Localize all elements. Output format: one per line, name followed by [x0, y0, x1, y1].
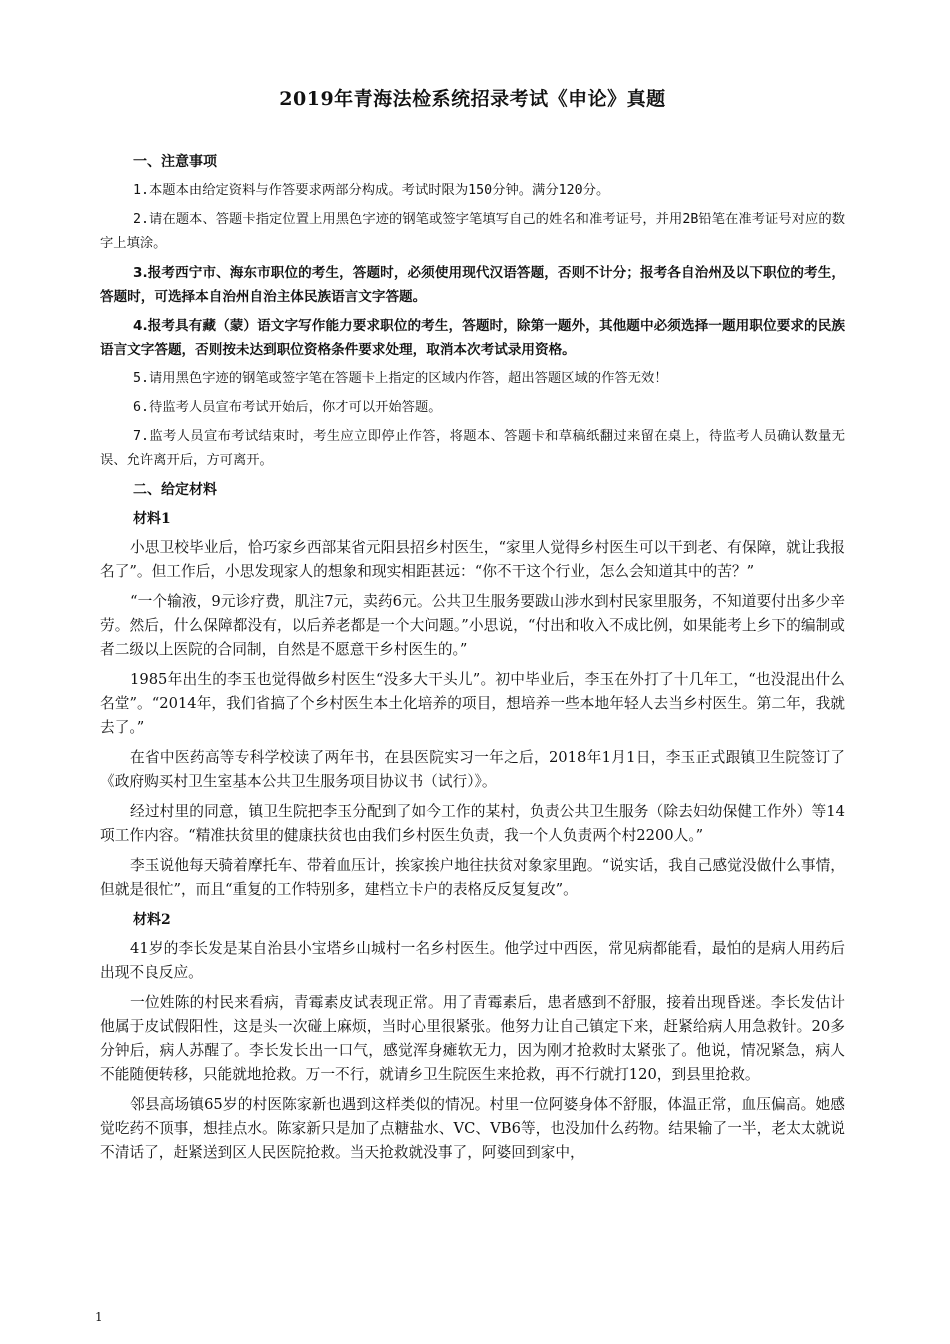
notice-item-bold: 3.报考西宁市、海东市职位的考生，答题时，必须使用现代汉语答题，否则不计分；报考各自治州及以下职位的考生，答题时，可选择本自治州自治主体民族语言文字答题。: [100, 265, 845, 305]
notice-item: 2.请在题本、答题卡指定位置上用黑色字迹的钢笔或签字笔填写自己的姓名和准考证号，并用2B铅笔在准考证号对应的数字上填涂。: [100, 212, 845, 251]
page-number: 1: [95, 1310, 103, 1324]
notice-item: 5.请用黑色字迹的钢笔或签字笔在答题卡上指定的区域内作答，超出答题区域的作答无效！: [133, 371, 668, 386]
material-paragraph: 在省中医药高等专科学校读了两年书，在县医院实习一年之后，2018年1月1日，李玉正式跟镇卫生院签订了《政府购买村卫生室基本公共卫生服务项目协议书（试行）》。: [100, 749, 845, 790]
section-heading-notice: 一、注意事项: [133, 154, 217, 170]
material-paragraph: 1985年出生的李玉也觉得做乡村医生“没多大干头儿”。初中毕业后，李玉在外打了十几年工，“也没混出什么名堂”。“2014年，我们省搞了个乡村医生本土化培养的项目，想培养一些本地年轻人去当乡村医生。第二年，我就去了。”: [100, 671, 845, 736]
material-paragraph: 邻县高场镇65岁的村医陈家新也遇到这样类似的情况。村里一位阿婆身体不舒服，体温正常，血压偏高。她感觉吃药不顶事，想挂点水。陈家新只是加了点糖盐水、VC、VB6等，也没加什么药物。结果输了一半，老太太就说不清话了，赶紧送到区人民医院抢救。当天抢救就没事了，阿婆回到家中，: [100, 1096, 845, 1161]
document-body: [100, 150, 845, 1171]
section-heading-materials: 二、给定材料: [133, 482, 217, 498]
material-paragraph: 李玉说他每天骑着摩托车、带着血压计，挨家挨户地往扶贫对象家里跑。“说实话，我自己感觉没做什么事情，但就是很忙”，而且“重复的工作特别多，建档立卡户的表格反反复复改”。: [100, 857, 845, 898]
material-heading: 材料2: [133, 912, 171, 928]
material-paragraph: “一个输液，9元诊疗费，肌注7元，卖药6元。公共卫生服务要跋山涉水到村民家里服务，不知道要付出多少辛劳。然后，什么保障都没有，以后养老都是一个大问题。”小思说，“付出和收入不成比例，如果能考上乡下的编制或者二级以上医院的合同制，自然是不愿意干乡村医生的。”: [100, 593, 845, 658]
material-paragraph: 小思卫校毕业后，恰巧家乡西部某省元阳县招乡村医生，“家里人觉得乡村医生可以干到老、有保障，就让我报名了”。但工作后，小思发现家人的想象和现实相距甚远：“你不干这个行业，怎么会知道其中的苦？”: [100, 539, 845, 580]
notice-item-bold: 4.报考具有藏（蒙）语文字写作能力要求职位的考生，答题时，除第一题外，其他题中必须选择一题用职位要求的民族语言文字答题，否则按未达到职位资格条件要求处理，取消本次考试录用资格。: [100, 318, 845, 358]
material-heading: 材料1: [133, 511, 171, 527]
notice-item: 7.监考人员宣布考试结束时，考生应立即停止作答，将题本、答题卡和草稿纸翻过来留在桌上，待监考人员确认数量无误、允许离开后，方可离开。: [100, 429, 845, 468]
material-paragraph: 经过村里的同意，镇卫生院把李玉分配到了如今工作的某村，负责公共卫生服务（除去妇幼保健工作外）等14项工作内容。“精准扶贫里的健康扶贫也由我们乡村医生负责，我一个人负责两个村2200人。”: [100, 803, 845, 844]
material-paragraph: 41岁的李长发是某自治县小宝塔乡山城村一名乡村医生。他学过中西医，常见病都能看，最怕的是病人用药后出现不良反应。: [100, 940, 845, 981]
material-paragraph: 一位姓陈的村民来看病，青霉素皮试表现正常。用了青霉素后，患者感到不舒服，接着出现昏迷。李长发估计他属于皮试假阳性，这是头一次碰上麻烦，当时心里很紧张。他努力让自己镇定下来，赶紧给病人用急救针。20多分钟后，病人苏醒了。李长发长出一口气，感觉浑身瘫软无力，因为刚才抢救时太紧张了。他说，情况紧急，病人不能随便转移，只能就地抢救。万一不行，就请乡卫生院医生来抢救，再不行就打120，到县里抢救。: [100, 994, 845, 1083]
document-title: 2019年青海法检系统招录考试《申论》真题: [279, 88, 666, 110]
notice-item: 1.本题本由给定资料与作答要求两部分构成。考试时限为150分钟。满分120分。: [133, 183, 610, 198]
notice-item: 6.待监考人员宣布考试开始后，你才可以开始答题。: [133, 400, 442, 415]
